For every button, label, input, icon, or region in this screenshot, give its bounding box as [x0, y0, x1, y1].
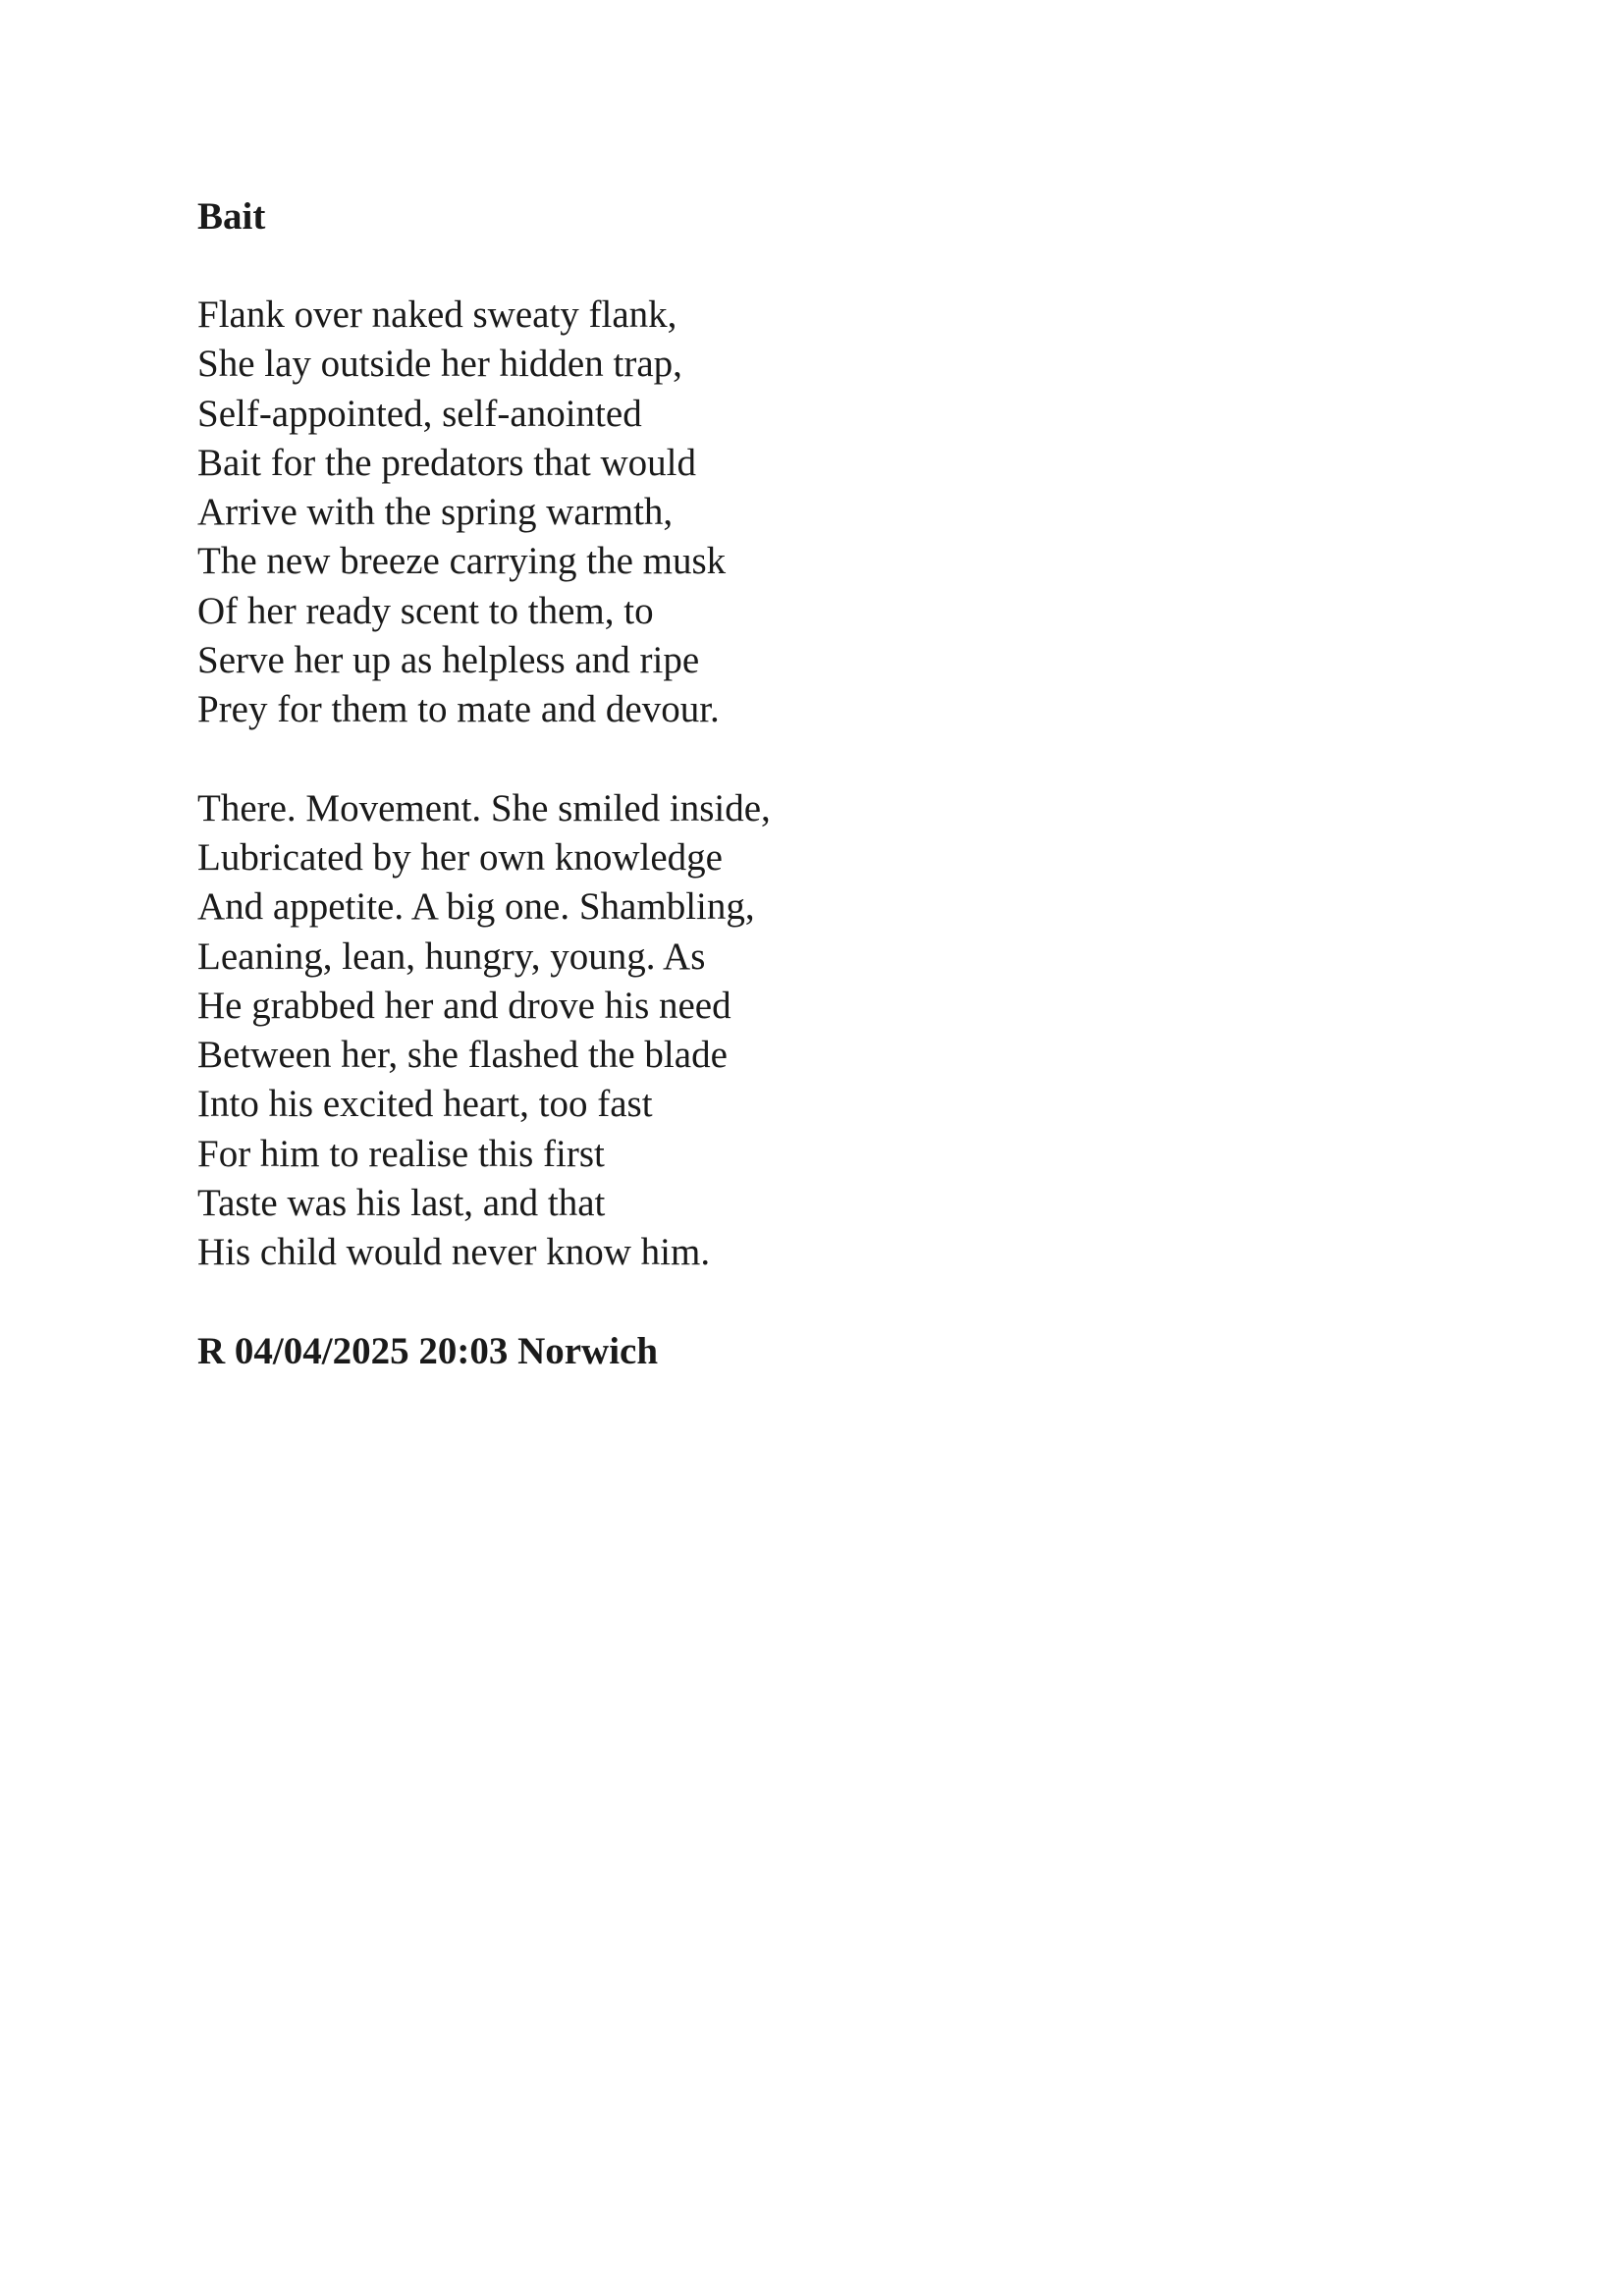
- poem-line: She lay outside her hidden trap,: [197, 343, 682, 386]
- poem-line: And appetite. A big one. Shambling,: [197, 885, 755, 929]
- poem-line: Lubricated by her own knowledge: [197, 835, 723, 879]
- poem-line: Arrive with the spring warmth,: [197, 491, 674, 534]
- poem-title: Bait: [197, 195, 266, 238]
- poem-line: Of her ready scent to them, to: [197, 589, 654, 632]
- poem-line: Self-appointed, self-anointed: [197, 392, 642, 435]
- poem-line: The new breeze carrying the musk: [197, 540, 727, 583]
- poem-line: Between her, she flashed the blade: [197, 1034, 728, 1077]
- stanza-2: [197, 784, 1425, 1278]
- poem-line: Into his excited heart, too fast: [197, 1083, 653, 1126]
- poem-line: For him to realise this first: [197, 1132, 605, 1175]
- poem-body: [197, 192, 1425, 1376]
- poem-line: Bait for the predators that would: [197, 441, 696, 484]
- poem-line: His child would never know him.: [197, 1231, 711, 1274]
- poem-line: Prey for them to mate and devour.: [197, 688, 720, 731]
- poem-line: Serve her up as helpless and ripe: [197, 639, 700, 682]
- poem-line: Flank over naked sweaty flank,: [197, 294, 677, 336]
- poem-line: There. Movement. She smiled inside,: [197, 786, 771, 829]
- stanza-1: [197, 291, 1425, 735]
- poem-line: Taste was his last, and that: [197, 1182, 606, 1225]
- poem-line: Leaning, lean, hungry, young. As: [197, 934, 706, 978]
- poem-line: He grabbed her and drove his need: [197, 984, 731, 1027]
- poem-signature: R 04/04/2025 20:03 Norwich: [197, 1329, 659, 1372]
